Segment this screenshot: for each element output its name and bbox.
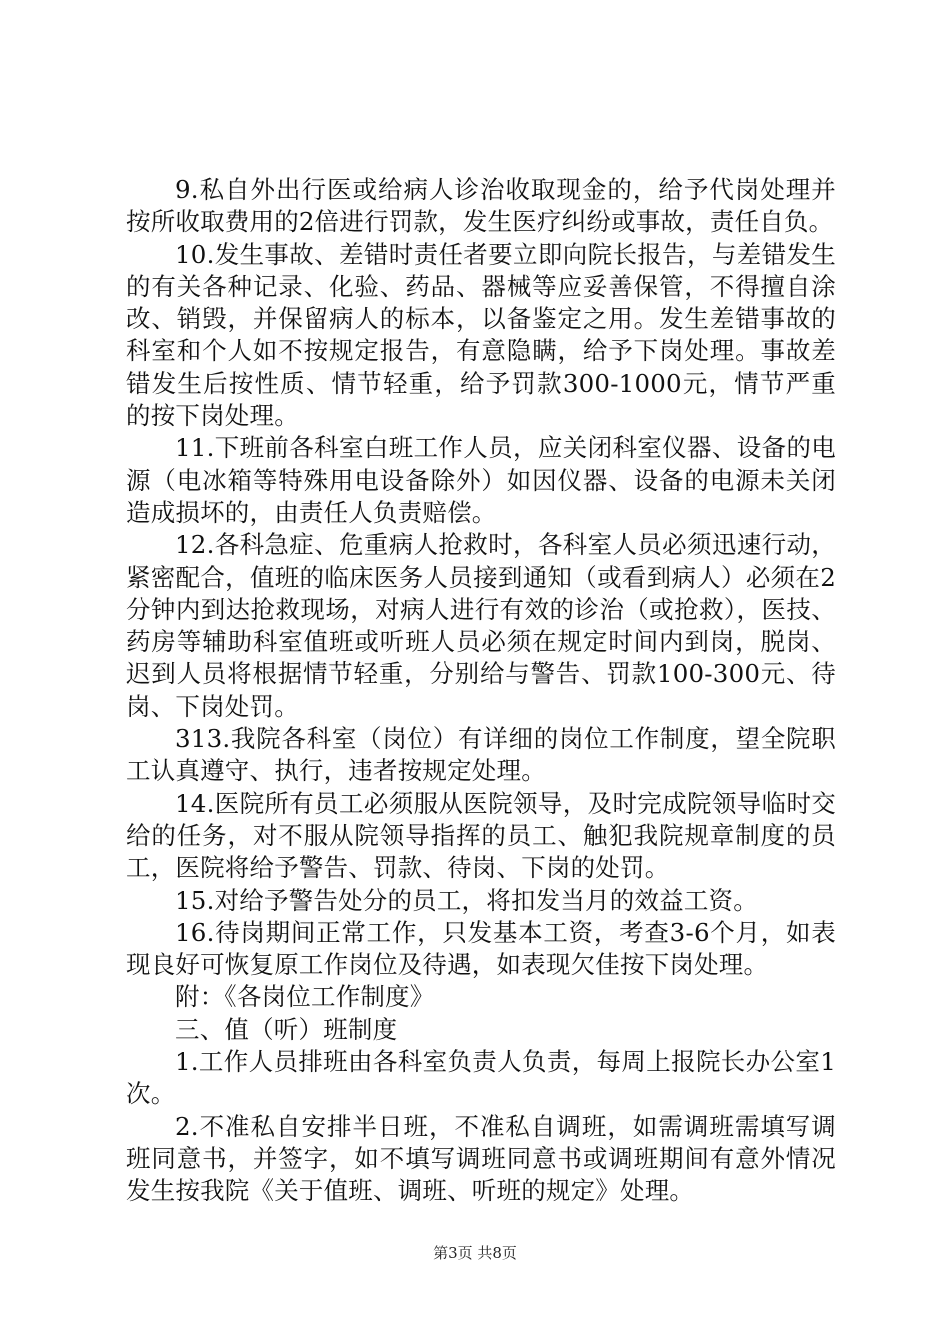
paragraph-item-9: 9.私自外出行医或给病人诊治收取现金的，给予代岗处理并按所收取费用的2倍进行罚款，发生医疗纠纷或事故，责任自负。 xyxy=(126,175,836,237)
paragraph-item-1: 1.工作人员排班由各科室负责人负责，每周上报院长办公室1次。 xyxy=(126,1047,836,1109)
paragraph-item-13: 313.我院各科室（岗位）有详细的岗位工作制度，望全院职工认真遵守、执行，违者按规定处理。 xyxy=(126,724,836,786)
paragraph-item-12: 12.各科急症、危重病人抢救时，各科室人员必须迅速行动，紧密配合，值班的临床医务人员接到通知（或看到病人）必须在2分钟内到达抢救现场，对病人进行有效的诊治（或抢救），医技、药房等辅助科室值班或听班人员必须在规定时间内到岗，脱岗、迟到人员将根据情节轻重，分别给与警告、罚款100-300元、待岗、下岗处罚。 xyxy=(126,530,836,721)
paragraph-item-10: 10.发生事故、差错时责任者要立即向院长报告，与差错发生的有关各种记录、化验、药品、器械等应妥善保管，不得擅自涂改、销毁，并保留病人的标本，以备鉴定之用。发生差错事故的科室和个人如不按规定报告，有意隐瞒，给予下岗处理。事故差错发生后按性质、情节轻重，给予罚款300-1000元，情节严重的按下岗处理。 xyxy=(126,239,836,431)
document-body xyxy=(126,174,836,1208)
paragraph-item-15: 15.对给予警告处分的员工，将扣发当月的效益工资。 xyxy=(175,885,758,915)
paragraph-item-11: 11.下班前各科室白班工作人员，应关闭科室仪器、设备的电源（电冰箱等特殊用电设备除外）如因仪器、设备的电源未关闭造成损坏的，由责任人负责赔偿。 xyxy=(126,433,836,527)
paragraph-item-2: 2.不准私自安排半日班，不准私自调班，如需调班需填写调班同意书，并签字，如不填写调班同意书或调班期间有意外情况发生按我院《关于值班、调班、听班的规定》处理。 xyxy=(126,1111,836,1206)
attachment-note: 附：《各岗位工作制度》 xyxy=(175,982,435,1012)
paragraph-item-16: 16.待岗期间正常工作，只发基本工资，考查3-6个月，如表现良好可恢复原工作岗位及待遇，如表现欠佳按下岗处理。 xyxy=(126,917,836,980)
page-number-footer: 第3页 共8页 xyxy=(433,1244,517,1262)
section-heading-duty-system: 三、值（听）班制度 xyxy=(175,1014,398,1044)
paragraph-item-14: 14.医院所有员工必须服从医院领导，及时完成院领导临时交给的任务，对不服从院领导指挥的员工、触犯我院规章制度的员工，医院将给予警告、罚款、待岗、下岗的处罚。 xyxy=(126,788,836,883)
